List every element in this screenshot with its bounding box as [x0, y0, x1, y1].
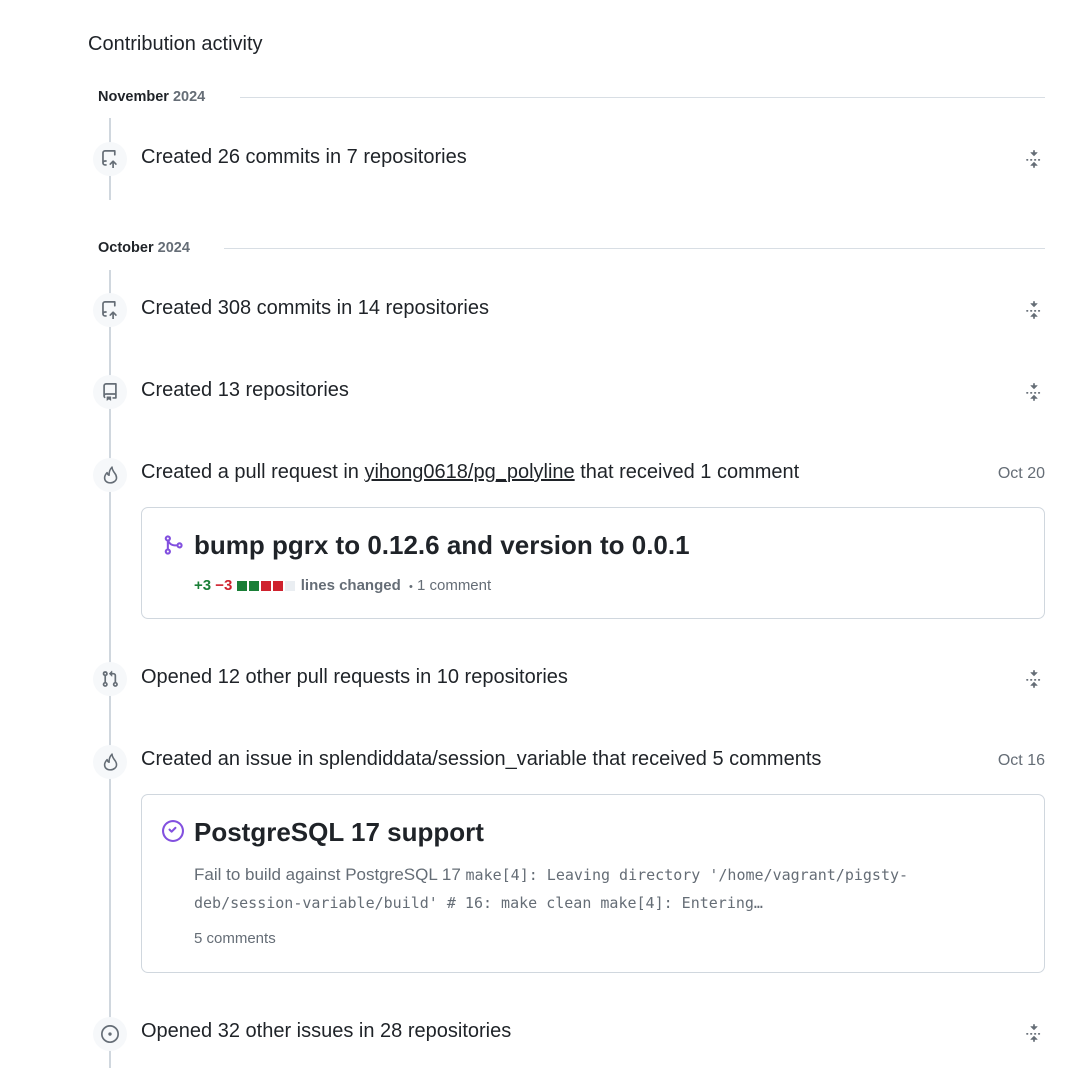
issue-opened-icon: [93, 1017, 127, 1051]
fold-icon[interactable]: [1024, 1023, 1044, 1043]
additions-count: +3: [194, 577, 212, 594]
flame-icon: [93, 745, 127, 779]
month-year: 2024: [172, 89, 206, 105]
diffstat-square: [249, 581, 259, 591]
repo-push-icon: [93, 293, 127, 327]
activity-commits-november[interactable]: Created 26 commits in 7 repositories: [141, 146, 467, 168]
pull-request-card: [141, 507, 1045, 619]
month-year: 2024: [157, 240, 190, 256]
meta-separator: •: [408, 581, 413, 593]
pull-request-title[interactable]: bump pgrx to 0.12.6 and version to 0.0.1: [194, 530, 690, 560]
fold-icon[interactable]: [1024, 300, 1044, 320]
deletions-count: −3: [215, 577, 233, 594]
flame-icon: [93, 458, 127, 492]
issue-comments-count[interactable]: 5 comments: [194, 930, 276, 947]
month-header-october: [98, 240, 190, 256]
diffstat-square: [285, 581, 295, 591]
activity-issue[interactable]: Created an issue in splendiddata/session_variable that received 5 comments: [141, 748, 822, 770]
issue-title[interactable]: PostgreSQL 17 support: [194, 817, 484, 847]
activity-date: Oct 20: [997, 465, 1045, 482]
diffstat-square: [237, 581, 247, 591]
activity-other-pull-requests[interactable]: Opened 12 other pull requests in 10 repositories: [141, 666, 568, 688]
month-divider: [240, 97, 1045, 98]
issue-body-code: deb/session-variable/build' # 16: make clean make[4]: Entering…: [194, 894, 763, 912]
diffstat-square: [273, 581, 283, 591]
pr-comments-count[interactable]: 1 comment: [416, 577, 492, 594]
pr-prefix: Created a pull request in: [141, 461, 365, 483]
issue-body: [194, 861, 1024, 917]
pr-suffix: that received 1 comment: [574, 461, 800, 483]
month-name: November: [98, 89, 169, 105]
activity-commits-october[interactable]: Created 308 commits in 14 repositories: [141, 297, 489, 319]
fold-icon[interactable]: [1024, 669, 1044, 689]
month-header-november: [98, 89, 205, 105]
activity-date: Oct 16: [997, 752, 1045, 769]
git-merge-icon: [162, 534, 184, 561]
repo-link[interactable]: yihong0618/pg_polyline: [364, 461, 575, 483]
repo-push-icon: [93, 142, 127, 176]
month-name: October: [98, 240, 154, 256]
month-divider: [224, 248, 1045, 249]
repo-icon: [93, 375, 127, 409]
issue-card: [141, 794, 1045, 973]
diffstat-bar: [237, 577, 297, 594]
issue-body-code: make[4]: Leaving directory '/home/vagrant/pigsty-: [465, 866, 909, 884]
activity-other-issues[interactable]: Opened 32 other issues in 28 repositories: [141, 1020, 512, 1042]
git-pull-request-icon: [93, 662, 127, 696]
activity-repositories[interactable]: Created 13 repositories: [141, 379, 349, 401]
fold-icon[interactable]: [1024, 149, 1044, 169]
diffstat-square: [261, 581, 271, 591]
section-heading: Contribution activity: [88, 33, 263, 55]
lines-changed-label: lines changed: [300, 577, 401, 594]
issue-body-text: Fail to build against PostgreSQL 17: [194, 865, 466, 884]
fold-icon[interactable]: [1024, 382, 1044, 402]
pr-meta: [194, 577, 491, 594]
activity-pull-request: [141, 461, 799, 484]
issue-closed-icon: [162, 820, 184, 847]
